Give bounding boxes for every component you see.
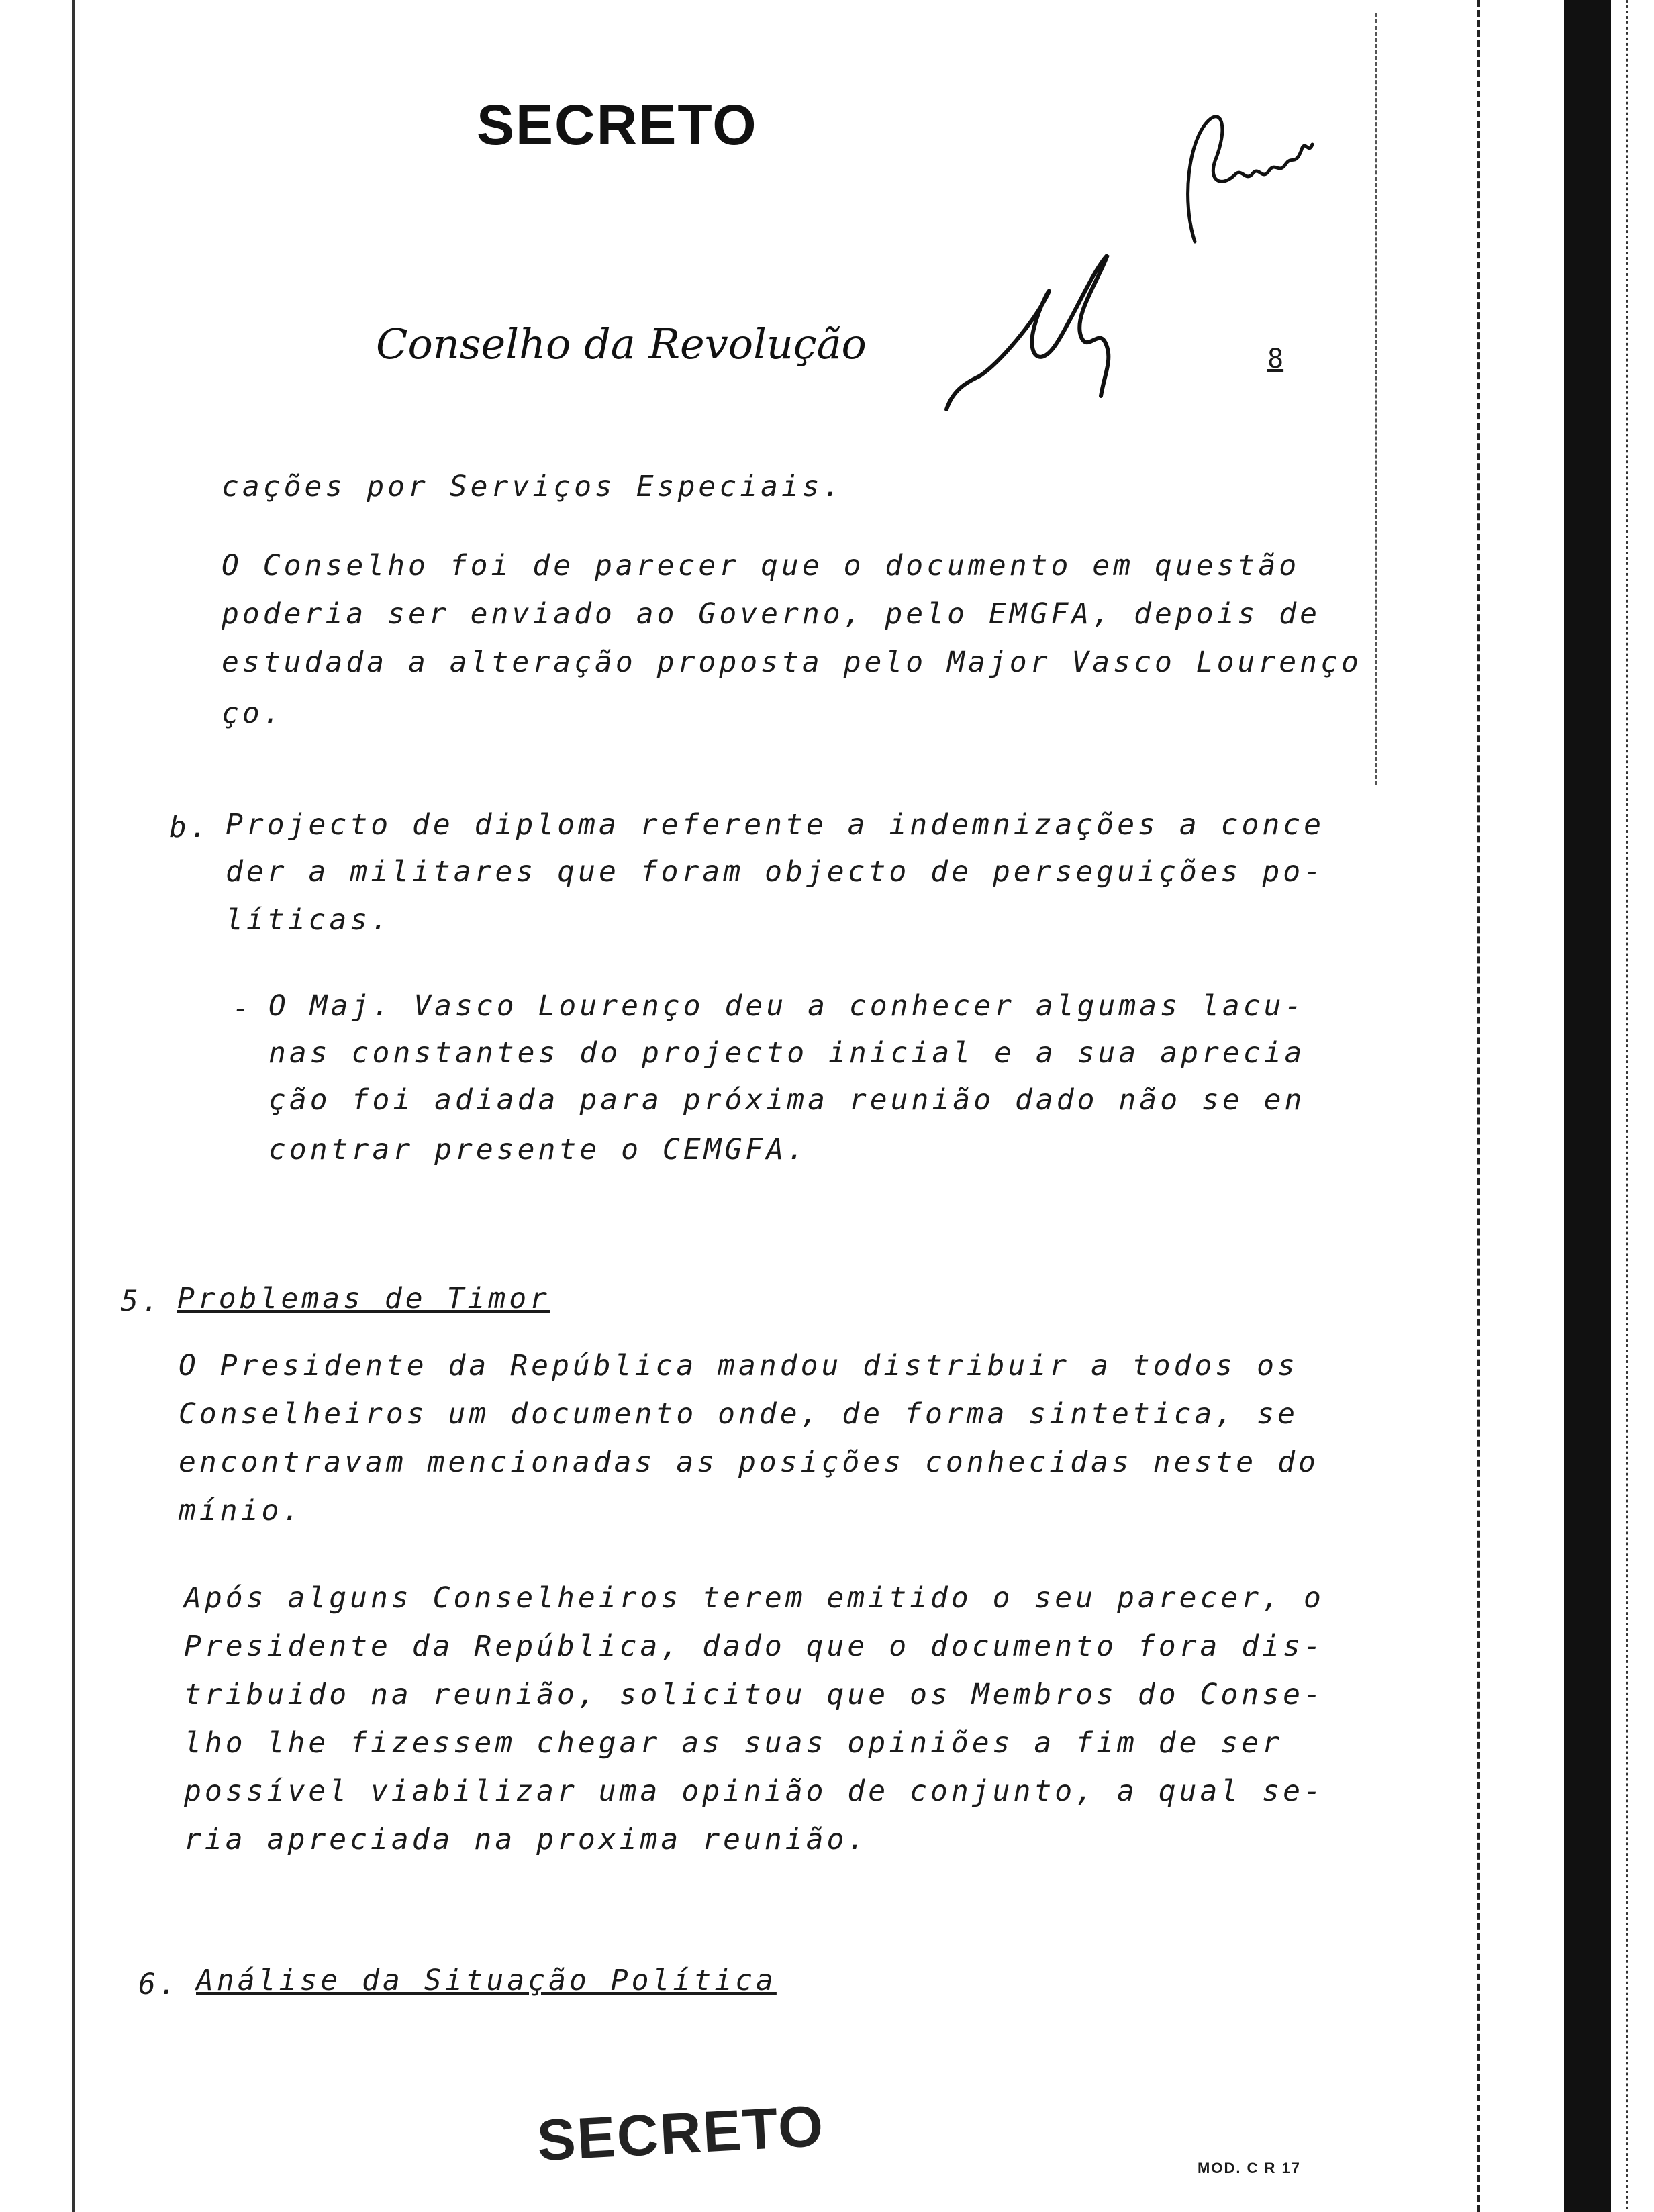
sub-item-line: nas constantes do projecto inicial e a sua aprecia	[269, 1036, 1306, 1070]
paragraph-line: ço.	[222, 697, 284, 730]
section-5-line: tribuido na reunião, solicitou que os Membros do Conse-	[184, 1678, 1324, 1711]
section-5-line: encontravam mencionadas as posições conhecidas neste do	[179, 1446, 1319, 1479]
section-5-line: Conselheiros um documento onde, de forma sintetica, se	[179, 1397, 1298, 1431]
continuation-line: cações por Serviços Especiais.	[222, 470, 844, 503]
section-6-number: 6.	[138, 1968, 180, 2001]
page-number: 8	[1267, 344, 1284, 374]
handwritten-initials	[940, 242, 1134, 416]
form-reference: MOD. C R 17	[1198, 2160, 1302, 2176]
binding-fringe	[1626, 0, 1633, 2212]
section-5-line: Após alguns Conselheiros terem emitido o seu parecer, o	[184, 1581, 1324, 1615]
right-margin-rule	[1375, 13, 1379, 785]
binding-edge-dashes	[1477, 0, 1484, 2212]
sub-item-line: O Maj. Vasco Lourenço deu a conhecer algumas lacu-	[269, 989, 1306, 1023]
paragraph-line: poderia ser enviado ao Governo, pelo EMGFA, depois de	[222, 597, 1321, 631]
sub-item-line: ção foi adiada para próxima reunião dado não se en	[269, 1083, 1306, 1117]
sub-item-line: contrar presente o CEMGFA.	[269, 1133, 808, 1166]
item-marker: b.	[169, 811, 211, 844]
binding-edge	[1477, 0, 1654, 2212]
binding-strip	[1564, 0, 1611, 2212]
section-5-line: ria apreciada na proxima reunião.	[184, 1823, 869, 1856]
secret-stamp-bottom: SECRETO	[535, 2093, 826, 2174]
section-6-title: Análise da Situação Política	[196, 1964, 777, 1997]
left-margin-rule	[72, 0, 75, 2212]
section-5-line: mínio.	[179, 1494, 303, 1527]
item-line: Projecto de diploma referente a indemnizações a conce	[226, 808, 1325, 842]
item-line: der a militares que foram objecto de perseguições po-	[226, 855, 1325, 889]
secret-stamp-top: SECRETO	[477, 93, 758, 156]
handwritten-signature	[1168, 101, 1322, 255]
item-line: líticas.	[226, 903, 392, 937]
section-5-line: O Presidente da República mandou distribuir a todos os	[179, 1349, 1298, 1382]
section-5-line: Presidente da República, dado que o documento fora dis-	[184, 1629, 1324, 1663]
section-5-line: possível viabilizar uma opinião de conjunto, a qual se-	[184, 1774, 1324, 1808]
section-5-title: Problemas de Timor	[177, 1282, 550, 1315]
section-5-line: lho lhe fizessem chegar as suas opiniões a fim de ser	[184, 1726, 1283, 1760]
paragraph-line: estudada a alteração proposta pelo Major Vasco Lourenço	[222, 646, 1362, 679]
sub-item-dash: -	[232, 992, 253, 1025]
letterhead: Conselho da Revolução	[376, 319, 867, 368]
paragraph-line: O Conselho foi de parecer que o documento em questão	[222, 549, 1300, 583]
section-5-number: 5.	[121, 1285, 162, 1318]
